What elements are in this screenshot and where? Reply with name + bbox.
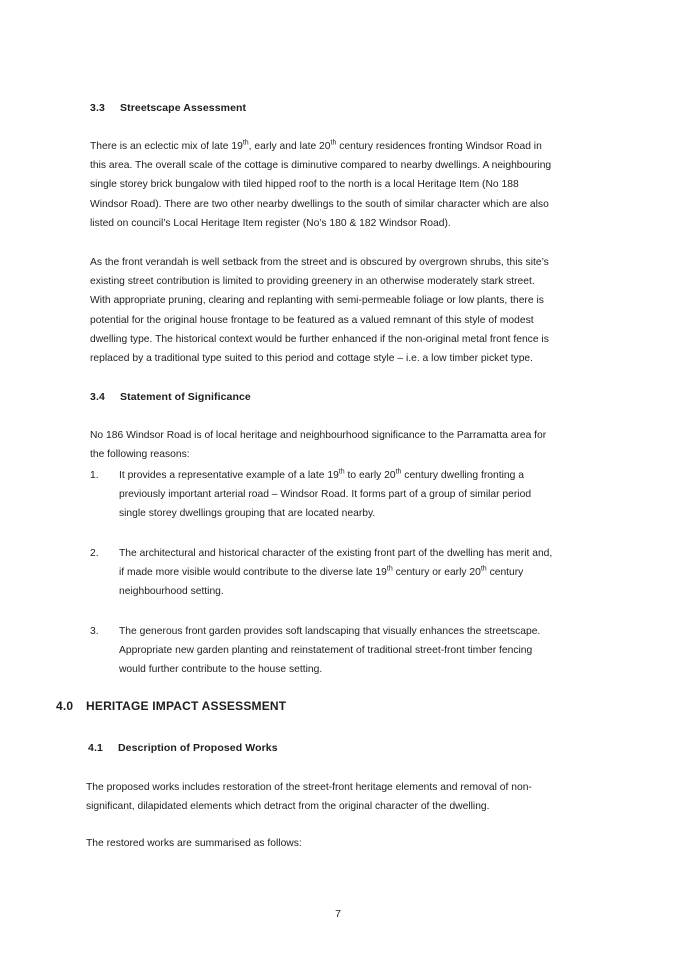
section-number: 4.0 [56,699,74,713]
text-run: It provides a representative example of a late 19 [119,470,339,481]
text-line: replaced by a traditional type suited to this period and cottage style – i.e. a low timber picket type. [90,353,534,365]
proposed-works-paragraph [86,778,586,816]
text-run: century [486,567,524,579]
text-run: There is an eclectic mix of late 19 [90,141,243,152]
text-run: if made more visible would contribute to the diverse late 19 [119,567,387,579]
text-line: The restored works are summarised as follows: [86,838,302,849]
text-run: , early and late 20 [248,141,331,152]
text-line [90,137,590,156]
section-title: Statement of Significance [120,391,251,403]
text-line: would further contribute to the house setting. [119,664,323,676]
text-run: century or early 20 [392,567,481,579]
text-line: Appropriate new garden planting and reinstatement of traditional street-front timber fencing [119,645,533,657]
text-line: As the front verandah is well setback from the street and is obscured by overgrown shrubs, this site’s [90,257,549,268]
text-line: neighbourhood setting. [119,586,224,598]
list-item [90,622,590,680]
text-line: single storey dwellings grouping that are located nearby. [119,508,376,520]
list-item [90,544,590,602]
superscript: th [395,468,402,476]
heading-description-of-proposed-works [88,742,278,754]
section-number: 3.3 [90,102,105,114]
text-run: to early 20 [344,470,396,481]
section-title: Description of Proposed Works [118,742,278,754]
text-line: With appropriate pruning, clearing and replanting with semi-permeable foliage or low plants, there is [90,295,544,307]
section-title: Streetscape Assessment [120,102,247,114]
section-title: HERITAGE IMPACT ASSESSMENT [86,699,287,713]
text-line [119,466,590,485]
streetscape-paragraph-1 [90,137,590,233]
list-item-number: 3. [90,626,99,637]
text-line: Windsor Road). There are two other nearby dwellings to the south of similar character which are also [90,198,549,210]
text-line: this area. The overall scale of the cottage is diminutive compared to nearby dwellings. A neighbouring [90,160,552,172]
text-line: No 186 Windsor Road is of local heritage and neighbourhood significance to the Parramatta area for [90,430,547,441]
text-line: The architectural and historical character of the existing front part of the dwelling has merit and, [119,548,553,559]
text-run: century residences fronting Windsor Road in [336,141,542,152]
text-line: significant, dilapidated elements which detract from the original character of the dwelling. [86,801,490,813]
text-line: potential for the original house frontage to be featured as a valued remnant of this style of modest [90,314,534,326]
text-run: century dwelling fronting a [401,470,524,481]
text-line: The generous front garden provides soft landscaping that visually enhances the streetscape. [119,626,541,637]
superscript: th [242,139,249,147]
restored-works-intro [86,834,586,853]
significance-intro [90,426,590,464]
list-item-number: 1. [90,470,99,481]
heading-heritage-impact-assessment [56,699,286,713]
text-line: previously important arterial road – Windsor Road. It forms part of a group of similar period [119,489,532,501]
text-line: The proposed works includes restoration of the street-front heritage elements and removal of non- [86,782,532,793]
section-number: 4.1 [88,742,103,754]
list-item-number: 2. [90,548,99,559]
superscript: th [386,565,393,573]
superscript: th [338,468,345,476]
superscript: th [330,139,337,147]
text-line: the following reasons: [90,449,190,461]
text-line: existing street contribution is limited to providing greenery in an otherwise moderately stark street. [90,276,535,288]
list-item [90,466,590,524]
superscript: th [480,565,487,573]
text-line: listed on council’s Local Heritage Item register (No’s 180 & 182 Windsor Road). [90,217,451,229]
text-line [119,563,590,582]
streetscape-paragraph-2 [90,253,590,368]
text-line: single storey brick bungalow with tiled hipped roof to the north is a local Heritage Item (No 188 [90,179,519,191]
section-number: 3.4 [90,391,105,403]
heading-streetscape-assessment [90,102,246,114]
heading-statement-of-significance [90,391,251,403]
page-number: 7 [335,908,341,920]
text-line: dwelling type. The historical context would be further enhanced if the non-original metal front fence is [90,333,549,345]
